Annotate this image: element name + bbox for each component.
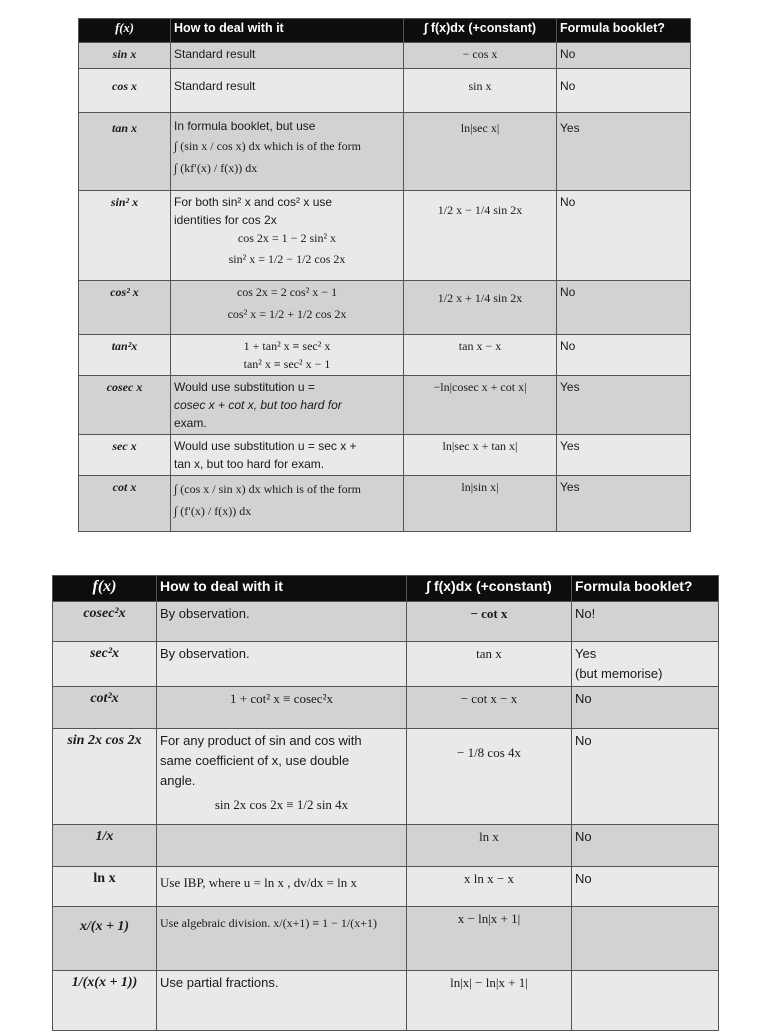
table-row <box>79 69 691 113</box>
method-cell <box>171 191 404 281</box>
method-cell <box>157 971 407 1031</box>
method-line: cos 2x = 1 − 2 sin² x <box>237 231 337 245</box>
table-row <box>79 376 691 435</box>
method-cell <box>171 335 404 376</box>
method-line: exam. <box>174 416 207 430</box>
integral-cell: tan x <box>407 642 572 687</box>
fx-cell: cosec x <box>79 376 171 435</box>
booklet-cell: Yes <box>557 476 691 532</box>
method-line: Use IBP, where u = ln x , dv/dx = ln x <box>160 875 358 890</box>
booklet-line: No! <box>575 606 596 621</box>
table-row <box>53 867 719 907</box>
method-line: cos² x = 1/2 + 1/2 cos 2x <box>227 307 347 321</box>
method-line: In formula booklet, but use <box>174 119 316 133</box>
integral-cell: 1/2 x − 1/4 sin 2x <box>404 191 557 281</box>
table-row <box>79 476 691 532</box>
table-row <box>79 435 691 476</box>
integral-cell: ln|sec x| <box>404 113 557 191</box>
table-row <box>53 687 719 729</box>
method-line: Standard result <box>174 47 256 61</box>
fx-cell: tan x <box>79 113 171 191</box>
table-row <box>79 281 691 335</box>
method-line: Would use substitution u = <box>174 380 315 394</box>
method-cell <box>171 281 404 335</box>
booklet-cell: Yes <box>557 376 691 435</box>
header-method: How to deal with it <box>157 576 407 602</box>
method-line: identities for cos 2x <box>174 213 277 227</box>
fx-cell: cot x <box>79 476 171 532</box>
integral-cell: ln x <box>407 825 572 867</box>
method-cell <box>171 43 404 69</box>
fx-cell: cot²x <box>53 687 157 729</box>
booklet-cell: No <box>557 281 691 335</box>
method-cell <box>171 376 404 435</box>
booklet-line: No <box>575 871 592 886</box>
method-cell <box>171 476 404 532</box>
method-line: cosec x + cot x, but too hard for <box>174 398 342 412</box>
integrals-table-1 <box>78 18 691 532</box>
method-line: Would use substitution u = sec x + <box>174 439 357 453</box>
booklet-cell <box>572 825 719 867</box>
booklet-line: (but memorise) <box>575 666 663 681</box>
table-row <box>53 602 719 642</box>
header-booklet: Formula booklet? <box>557 19 691 43</box>
header-method: How to deal with it <box>171 19 404 43</box>
method-line: 1 + cot² x ≡ cosec²x <box>230 691 333 706</box>
method-line: By observation. <box>160 646 250 661</box>
method-cell <box>157 687 407 729</box>
booklet-cell <box>572 867 719 907</box>
table-row <box>79 335 691 376</box>
method-line: Use algebraic division. x/(x+1) ≡ 1 − 1/(x+1) <box>160 916 378 930</box>
method-cell <box>157 825 407 867</box>
fx-cell: ln x <box>53 867 157 907</box>
integral-cell: − cos x <box>404 43 557 69</box>
table-row <box>79 191 691 281</box>
method-line: ∫ (kf′(x) / f(x)) dx <box>174 161 258 175</box>
fx-cell: cosec²x <box>53 602 157 642</box>
table-header-row <box>53 576 719 602</box>
method-line: tan x, but too hard for exam. <box>174 457 325 471</box>
header-fx: f(x) <box>79 19 171 43</box>
header-integral: ∫ f(x)dx (+constant) <box>404 19 557 43</box>
table-row <box>53 642 719 687</box>
method-cell <box>157 602 407 642</box>
booklet-cell <box>572 642 719 687</box>
method-line: tan² x ≡ sec² x − 1 <box>243 357 331 371</box>
fx-cell: sec²x <box>53 642 157 687</box>
booklet-cell: No <box>557 191 691 281</box>
method-cell <box>157 907 407 971</box>
header-fx: f(x) <box>53 576 157 602</box>
fx-cell: sin x <box>79 43 171 69</box>
fx-cell: 1/x <box>53 825 157 867</box>
header-integral: ∫ f(x)dx (+constant) <box>407 576 572 602</box>
booklet-cell <box>572 907 719 971</box>
method-line: By observation. <box>160 606 250 621</box>
method-cell <box>171 113 404 191</box>
method-line: 1 + tan² x ≡ sec² x <box>243 339 331 353</box>
fx-cell: cos x <box>79 69 171 113</box>
method-line: ∫ (cos x / sin x) dx which is of the form <box>174 482 361 496</box>
booklet-cell <box>572 602 719 642</box>
table-row <box>53 729 719 825</box>
booklet-cell: No <box>557 69 691 113</box>
fx-cell: x/(x + 1) <box>53 907 157 971</box>
integral-cell: ln|sin x| <box>404 476 557 532</box>
booklet-cell <box>572 687 719 729</box>
method-line: For any product of sin and cos with <box>160 733 362 748</box>
method-cell <box>171 69 404 113</box>
booklet-line: No <box>575 691 592 706</box>
table-row <box>53 907 719 971</box>
method-line: For both sin² x and cos² x use <box>174 195 333 209</box>
integral-cell: ln|x| − ln|x + 1| <box>407 971 572 1031</box>
fx-cell: 1/(x(x + 1)) <box>53 971 157 1031</box>
booklet-cell: No <box>557 335 691 376</box>
method-line: Use partial fractions. <box>160 975 279 990</box>
table-row <box>53 825 719 867</box>
integral-cell: x − ln|x + 1| <box>407 907 572 971</box>
integral-cell: ln|sec x + tan x| <box>404 435 557 476</box>
integral-cell: sin x <box>404 69 557 113</box>
integral-cell: 1/2 x + 1/4 sin 2x <box>404 281 557 335</box>
integrals-table-2 <box>52 575 719 1031</box>
booklet-cell: Yes <box>557 113 691 191</box>
booklet-cell: Yes <box>557 435 691 476</box>
booklet-cell <box>572 729 719 825</box>
integral-cell: tan x − x <box>404 335 557 376</box>
method-cell <box>157 642 407 687</box>
method-line: cos 2x = 2 cos² x − 1 <box>236 285 338 299</box>
table-row <box>79 43 691 69</box>
booklet-cell <box>572 971 719 1031</box>
method-line: ∫ (f′(x) / f(x)) dx <box>174 504 252 518</box>
header-booklet: Formula booklet? <box>572 576 719 602</box>
table-header-row <box>79 19 691 43</box>
integral-cell: x ln x − x <box>407 867 572 907</box>
method-line: Standard result <box>174 79 256 93</box>
integral-cell: − cot x <box>407 602 572 642</box>
fx-cell: sin² x <box>79 191 171 281</box>
method-line: sin 2x cos 2x ≡ 1/2 sin 4x <box>214 797 349 812</box>
method-cell <box>157 729 407 825</box>
booklet-cell: No <box>557 43 691 69</box>
method-line: ∫ (sin x / cos x) dx which is of the form <box>174 139 361 153</box>
integral-cell: − cot x − x <box>407 687 572 729</box>
fx-cell: sec x <box>79 435 171 476</box>
method-line: angle. <box>160 773 196 788</box>
method-cell <box>157 867 407 907</box>
method-cell <box>171 435 404 476</box>
method-line: same coefficient of x, use double <box>160 753 350 768</box>
booklet-line: Yes <box>575 646 597 661</box>
table-row <box>79 113 691 191</box>
fx-cell: cos² x <box>79 281 171 335</box>
method-line: sin² x = 1/2 − 1/2 cos 2x <box>228 252 346 266</box>
table-row <box>53 971 719 1031</box>
fx-cell: sin 2x cos 2x <box>53 729 157 825</box>
booklet-line: No <box>575 829 592 844</box>
fx-cell: tan²x <box>79 335 171 376</box>
booklet-line: No <box>575 733 592 748</box>
integral-cell: −ln|cosec x + cot x| <box>404 376 557 435</box>
integral-cell: − 1/8 cos 4x <box>407 729 572 825</box>
